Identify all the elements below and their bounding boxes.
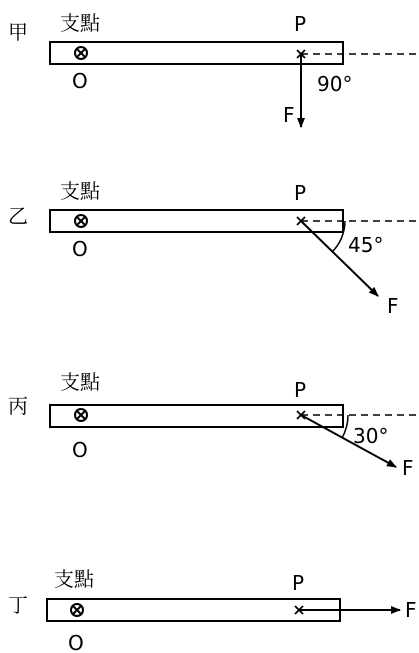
origin-label: O [72, 69, 88, 93]
panel-yi [8, 179, 419, 318]
angle-label: 30° [353, 424, 389, 448]
force-label: F [387, 294, 399, 318]
angle-label: 90° [317, 72, 353, 96]
pivot-label: 支點 [60, 370, 100, 394]
origin-label: O [72, 237, 88, 261]
panel-ding [8, 567, 417, 653]
pivot-label: 支點 [60, 179, 100, 203]
panel-bing [8, 370, 419, 480]
panel-label: 丙 [8, 394, 28, 418]
point-p-label: P [294, 181, 307, 205]
panel-label: 乙 [8, 204, 28, 228]
panel-label: 甲 [8, 20, 28, 44]
point-p-label: P [294, 12, 307, 36]
lever-bar [50, 210, 343, 232]
point-p-label: P [294, 378, 307, 402]
point-p-label: P [292, 571, 305, 595]
pivot-marker [75, 47, 87, 59]
force-label: F [405, 598, 417, 622]
pivot-label: 支點 [60, 11, 100, 35]
angle-label: 45° [348, 233, 384, 257]
lever-bar [47, 599, 340, 621]
force-label: F [283, 103, 295, 127]
pivot-marker [75, 215, 87, 227]
origin-label: O [72, 438, 88, 462]
pivot-marker [75, 409, 87, 421]
pivot-marker [71, 604, 83, 616]
panel-label: 丁 [8, 593, 28, 617]
pivot-label: 支點 [54, 567, 94, 591]
origin-label: O [68, 631, 84, 653]
panel-jia [8, 11, 419, 127]
force-label: F [402, 456, 414, 480]
